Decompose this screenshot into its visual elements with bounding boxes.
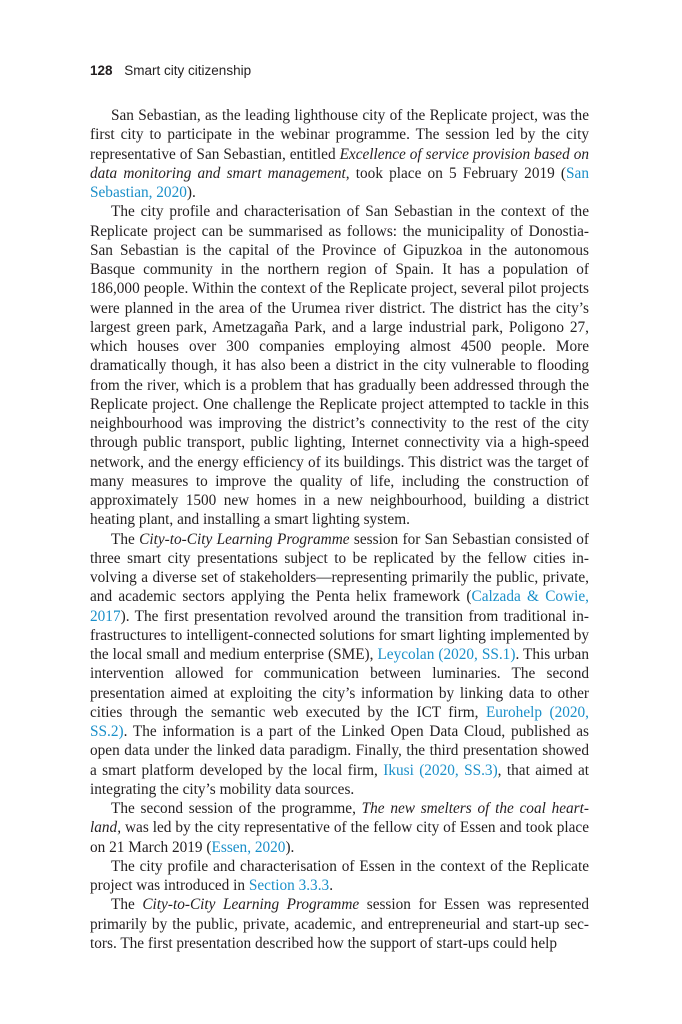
text-run: session for Essen was represented primarily by the public, private, academic, and entrepreneurial and start-up sectors. The first presentation described how the support of start-ups could help [90, 896, 590, 952]
paragraph [90, 799, 589, 857]
text-run: . The information is a part of the Linked Open Data Cloud, published as open data under the linked data paradigm. Finally, the third presentation showed a smart platform developed by the local firm, [90, 723, 589, 779]
paragraph [90, 895, 589, 953]
italic-title: The new smelters of the coal heartland, [90, 800, 589, 837]
italic-title: Excellence of service provision based on data monitoring and smart management, [90, 145, 589, 182]
citation-link[interactable]: San Sebastian, 2020 [90, 164, 589, 201]
citation-link[interactable]: Calzada & Cowie, 2017 [90, 588, 589, 625]
citation-link[interactable]: Ikusi (2020, SS.3) [383, 761, 498, 779]
text-run: was led by the city representative of the fellow city of Essen and took place on 21 March 2019 ( [90, 819, 589, 856]
running-head [90, 63, 251, 78]
citation-link[interactable]: Essen, 2020 [211, 838, 286, 856]
paragraph [90, 530, 589, 800]
section-link[interactable]: Section 3.3.3 [248, 877, 330, 894]
body-text [90, 106, 589, 953]
text-run: The second session of the programme, [111, 800, 362, 817]
italic-title: City-to-City Learning Programme [142, 896, 360, 914]
citation-link[interactable]: Eurohelp (2020, SS.2) [90, 703, 589, 740]
text-run: The [111, 896, 143, 914]
paragraph [90, 106, 589, 202]
text-run: took place on 5 February 2019 ( [349, 164, 567, 182]
italic-title: City-to-City Learning Programme [139, 530, 350, 548]
text-run: , that aimed at integrating the city’s mobility data sources. [90, 761, 589, 798]
text-run: The city profile and characterisation of San Sebastian in the context of the Replicate project can be summarised as follows: the municipality of Donostia-San Sebastian is the capital of the Province of Gipuzkoa in the autonomous Basque community in the northern region of Spain. It has a population of 186,000 people. Within the context of the Replicate project, several pilot projects were planned in the area of the Urumea river district. The district has the city’s largest green park, Ametzagaña Park, and a large industrial park, Poligono 27, which houses over 300 companies employing almost 4500 people. More dramatically though, it has also been a district in the city vulnerable to flooding from the river, which is a problem that has gradually been addressed through the Replicate project. One challenge the Replicate project attempted to tackle in this neighbourhood was improving the district’s connectivity to the rest of the city through public transport, public lighting, Internet connectivity via a high-speed network, and the energy efficiency of its buildings. This district was the target of many measures to improve the quality of life, including the construction of approximately 1500 new homes in a new neighbourhood, building a district heating plant, and installing a smart lighting system. [90, 203, 589, 529]
text-run: The [111, 530, 140, 548]
text-run: ). [285, 838, 295, 856]
text-run: The city profile and characterisation of Essen in the context of the Replicate project was introduced in [90, 857, 589, 894]
running-title: Smart city citizenship [124, 63, 252, 78]
text-run: session for San Sebastian consisted of three smart city presentations subject to be replicated by the fellow cities involving a diverse set of stakeholders—representing primarily the public, private, and academic sectors applying the Penta helix framework ( [90, 530, 590, 606]
text-run: ). The first presentation revolved around the transition from traditional infrastructures to intelligent-connected solutions for smart lighting implemented by the local small and medium enterprise (SME), [90, 607, 589, 663]
text-run: ). [186, 184, 196, 201]
paragraph [90, 202, 589, 529]
page-number: 128 [90, 63, 113, 78]
text-run: . This urban intervention allowed for communication between luminaries. The second presentation aimed at exploiting the city’s information by linking data to other cities through the semantic web executed by the ICT firm, [90, 646, 589, 721]
text-run: San Sebastian, as the leading lighthouse city of the Replicate project, was the first city to participate in the webinar programme. The session led by the city representative of San Sebastian, entitled [90, 107, 589, 163]
text-run: . [329, 877, 334, 894]
citation-link[interactable]: Leycolan (2020, SS.1) [377, 646, 516, 663]
paragraph [90, 857, 589, 896]
